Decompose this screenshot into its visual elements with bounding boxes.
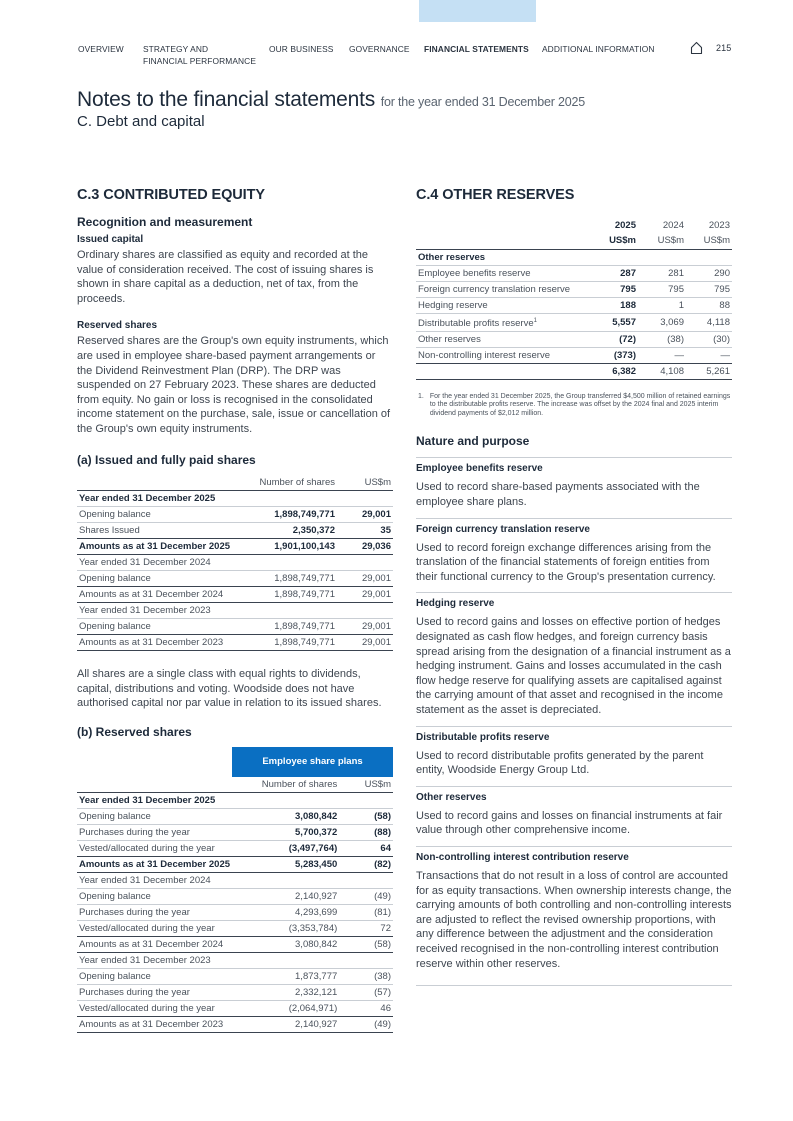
row-label: Opening balance (77, 619, 249, 635)
total-2023: 5,261 (686, 363, 732, 379)
nature-purpose-list (416, 457, 732, 986)
cell-shares: 1,898,749,771 (249, 635, 337, 651)
reserved-shares-text: Reserved shares are the Group's own equity instruments, which are used in employee share-based payment arrangements or the Dividend Reinvestment Plan (DRP). The DRP was suspended on 27 February 2023. These shares are deducted from equity. No gain or loss is recognised in the consolidated income statement on the purchase, sale, issue or cancellation of the Group's own equity instruments. (77, 335, 391, 435)
list-item (416, 786, 732, 838)
item-title: Distributable profits reserve (416, 731, 550, 743)
cell-usd: (58) (339, 809, 393, 825)
reserved-shares-heading: Reserved shares (77, 320, 158, 332)
cell-2023: 4,118 (686, 313, 732, 331)
footnote-text: For the year ended 31 December 2025, the Group transferred $4,500 million of retained earnings to the distributable profits reserve. The increase was offset by the 2024 final and 2025 interim dividend payments of $2,012 million. (429, 392, 731, 417)
item-text: Used to record foreign exchange differences arising from the translation of the financial statements of foreign entities from their functional currency to the Group's presentation currency. (416, 541, 716, 583)
cell-usd: (49) (339, 889, 393, 905)
recognition-heading: Recognition and measurement (77, 215, 253, 229)
page-subtitle: C. Debt and capital (77, 113, 205, 130)
cell-usd: (82) (339, 857, 393, 873)
item-text: Transactions that do not result in a loss of control are accounted for as equity transactions. When ownership interests change, the carrying amounts of both controlling and non-controlling interests are adjusted to reflect the revised ownership proportions, with any difference between the adjustment and the consideration received recognised in the non-controlling interest contribution reserve within other reserves. (416, 869, 732, 970)
list-item (416, 726, 732, 778)
cell-usd: (88) (339, 825, 393, 841)
nav-strategy[interactable] (143, 43, 256, 67)
cell-2025: 287 (590, 265, 638, 281)
cell-2023: (30) (686, 331, 732, 347)
item-text: Used to record share-based payments associated with the employee share plans. (416, 481, 700, 509)
row-label: Vested/allocated during the year (77, 921, 232, 937)
unit-2025: US$m (590, 233, 638, 249)
cell-2024: 281 (638, 265, 686, 281)
cell-shares: 2,140,927 (232, 889, 339, 905)
share-class-text: All shares are a single class with equal rights to dividends, capital, distributions and voting. Woodside does not have authorised capital nor par value in relation to its issued shares. (77, 668, 382, 710)
row-label: Year ended 31 December 2024 (79, 875, 211, 887)
table-row (77, 793, 393, 809)
cell-2023: 290 (686, 265, 732, 281)
list-item (416, 592, 732, 717)
footnote-number: 1. (418, 392, 424, 400)
row-label: Year ended 31 December 2023 (79, 955, 211, 967)
table-row (77, 1017, 393, 1033)
cell-usd: (38) (339, 969, 393, 985)
contributed-equity-section (77, 187, 393, 1033)
nav-governance[interactable]: GOVERNANCE (349, 44, 410, 54)
cell-usd: 46 (339, 1001, 393, 1017)
row-label: Hedging reserve (416, 297, 590, 313)
row-label: Amounts as at 31 December 2023 (77, 1017, 232, 1033)
cell-shares: 1,898,749,771 (249, 571, 337, 587)
top-navigation (0, 43, 793, 69)
reserved-shares-table (77, 747, 393, 1034)
cell-2025: 795 (590, 281, 638, 297)
row-label: Distributable profits reserve (418, 317, 534, 329)
footnote-marker: 1 (533, 317, 537, 324)
cell-shares: 1,873,777 (232, 969, 339, 985)
row-label: Vested/allocated during the year (77, 841, 232, 857)
list-item (416, 518, 732, 585)
cell-shares: 1,898,749,771 (249, 619, 337, 635)
cell-shares: 1,898,749,771 (249, 507, 337, 523)
cell-2025: 5,557 (590, 313, 638, 331)
row-label: Amounts as at 31 December 2024 (77, 587, 249, 603)
item-title: Foreign currency translation reserve (416, 523, 590, 535)
cell-usd: 29,001 (337, 587, 393, 603)
row-label: Year ended 31 December 2023 (79, 605, 211, 617)
table-row (77, 905, 393, 921)
group-label: Other reserves (418, 251, 486, 263)
row-label: Amounts as at 31 December 2025 (77, 857, 232, 873)
table-row (77, 571, 393, 587)
row-label: Year ended 31 December 2025 (79, 493, 216, 505)
cell-shares: 2,140,927 (232, 1017, 339, 1033)
table-row (416, 265, 732, 281)
table-row (77, 857, 393, 873)
table-row (77, 969, 393, 985)
item-text: Used to record gains and losses on effective portion of hedges designated as cash flow hedges, and foreign currency basis spread arising from the designation of a financial instrument as a hedging instrument. Gains and losses accumulated in the cash flow hedge reserve for qualifying assets are capitalised against the carrying amount of that asset and recognised in the income statement as the asset is depreciated. (416, 616, 731, 716)
table-row (77, 889, 393, 905)
cell-usd: (58) (339, 937, 393, 953)
unit-2023: US$m (686, 233, 732, 249)
row-label: Vested/allocated during the year (77, 1001, 232, 1017)
column-header-2025: 2025 (614, 219, 636, 231)
table-row (77, 1001, 393, 1017)
page-title-suffix: for the year ended 31 December 2025 (380, 95, 585, 109)
row-label: Purchases during the year (77, 985, 232, 1001)
nav-strategy-line2: FINANCIAL PERFORMANCE (143, 56, 257, 66)
item-title: Hedging reserve (416, 598, 495, 610)
cell-2025: (72) (590, 331, 638, 347)
column-header-2024: 2024 (662, 219, 684, 231)
table-row (77, 937, 393, 953)
cell-shares: 3,080,842 (232, 809, 339, 825)
accent-tab (419, 0, 536, 22)
page-title-main: Notes to the financial statements (77, 88, 376, 111)
employee-share-plans-banner: Employee share plans (232, 747, 393, 777)
nav-additional-information[interactable]: ADDITIONAL INFORMATION (542, 44, 655, 54)
table-row (77, 635, 393, 651)
other-reserves-section (416, 187, 732, 986)
table-row (416, 281, 732, 297)
cell-2024: 795 (638, 281, 686, 297)
cell-usd: (49) (339, 1017, 393, 1033)
issued-shares-heading: (a) Issued and fully paid shares (77, 452, 256, 467)
column-header-usd: US$m (339, 777, 393, 793)
column-header-shares: Number of shares (249, 475, 337, 491)
row-label: Year ended 31 December 2024 (79, 557, 211, 569)
item-title: Other reserves (416, 791, 487, 803)
table-row (77, 825, 393, 841)
cell-shares: 3,080,842 (232, 937, 339, 953)
row-label: Opening balance (77, 571, 249, 587)
cell-2023: 795 (686, 281, 732, 297)
cell-shares: 5,700,372 (232, 825, 339, 841)
cell-shares: 2,350,372 (249, 523, 337, 539)
table-row (77, 555, 393, 571)
table-row (416, 249, 732, 265)
cell-usd: 64 (339, 841, 393, 857)
table-row (77, 841, 393, 857)
cell-shares: 4,293,699 (232, 905, 339, 921)
row-label: Amounts as at 31 December 2024 (77, 937, 232, 953)
table-row (77, 603, 393, 619)
table-row (77, 985, 393, 1001)
cell-2023: 88 (686, 297, 732, 313)
row-label: Amounts as at 31 December 2025 (77, 539, 249, 555)
cell-shares: 5,283,450 (232, 857, 339, 873)
cell-shares: 1,901,100,143 (249, 539, 337, 555)
page-number: 215 (716, 43, 732, 53)
table-row (77, 491, 393, 507)
cell-2025: (373) (590, 347, 638, 363)
table-row (77, 539, 393, 555)
nav-financial-statements[interactable]: FINANCIAL STATEMENTS (424, 44, 529, 54)
table-row (416, 347, 732, 363)
table-row (416, 331, 732, 347)
list-item (416, 846, 732, 986)
reserved-shares-table-heading: (b) Reserved shares (77, 724, 192, 739)
nature-purpose-heading: Nature and purpose (416, 434, 530, 449)
issued-capital-text: Ordinary shares are classified as equity and recorded at the value of consideration received. The cost of issuing shares is shown in share capital as a deduction, net of tax, from the proceeds. (77, 249, 374, 305)
cell-usd: 35 (337, 523, 393, 539)
nav-overview[interactable]: OVERVIEW (78, 44, 124, 54)
row-label: Purchases during the year (77, 825, 232, 841)
cell-usd: (57) (339, 985, 393, 1001)
cell-usd: (81) (339, 905, 393, 921)
cell-2024: 3,069 (638, 313, 686, 331)
row-label: Opening balance (77, 889, 232, 905)
unit-2024: US$m (638, 233, 686, 249)
table-row (77, 587, 393, 603)
table-row (77, 809, 393, 825)
section-heading-c3: C.3 CONTRIBUTED EQUITY (77, 187, 265, 203)
table-row (77, 953, 393, 969)
item-text: Used to record gains and losses on financial instruments at fair value through other comprehensive income. (416, 809, 723, 837)
total-2025: 6,382 (590, 363, 638, 379)
issued-shares-table (77, 475, 393, 652)
total-2024: 4,108 (638, 363, 686, 379)
column-header-2023: 2023 (708, 219, 730, 231)
cell-usd: 29,036 (337, 539, 393, 555)
cell-2024: — (638, 347, 686, 363)
column-header-usd: US$m (337, 475, 393, 491)
cell-2023: — (686, 347, 732, 363)
row-label: Opening balance (77, 507, 249, 523)
home-icon[interactable] (690, 41, 703, 55)
list-item (416, 457, 732, 509)
row-label: Other reserves (416, 331, 590, 347)
column-header-shares: Number of shares (232, 777, 339, 793)
table-row (77, 873, 393, 889)
table-row (77, 921, 393, 937)
row-label: Employee benefits reserve (416, 265, 590, 281)
nav-strategy-line1: STRATEGY AND (143, 44, 209, 54)
row-label: Opening balance (77, 809, 232, 825)
issued-capital-heading: Issued capital (77, 234, 144, 245)
table-row (77, 507, 393, 523)
item-title: Non-controlling interest contribution reserve (416, 851, 629, 863)
cell-2025: 188 (590, 297, 638, 313)
nav-our-business[interactable]: OUR BUSINESS (269, 44, 334, 54)
table-header-blank (77, 475, 249, 491)
row-label: Opening balance (77, 969, 232, 985)
cell-shares: (3,497,764) (232, 841, 339, 857)
cell-shares: (2,064,971) (232, 1001, 339, 1017)
table-row (77, 619, 393, 635)
row-label: Foreign currency translation reserve (416, 281, 590, 297)
row-label: Amounts as at 31 December 2023 (77, 635, 249, 651)
cell-usd: 29,001 (337, 619, 393, 635)
row-label: Year ended 31 December 2025 (79, 795, 216, 807)
row-label: Non-controlling interest reserve (416, 347, 590, 363)
cell-2024: 1 (638, 297, 686, 313)
section-heading-c4: C.4 OTHER RESERVES (416, 187, 575, 203)
item-text: Used to record distributable profits generated by the parent entity, Woodside Energy Group Ltd. (416, 749, 704, 777)
table-row (416, 297, 732, 313)
cell-usd: 29,001 (337, 635, 393, 651)
cell-shares: (3,353,784) (232, 921, 339, 937)
footnote (416, 393, 732, 419)
row-label: Shares Issued (77, 523, 249, 539)
item-title: Employee benefits reserve (416, 463, 543, 475)
cell-usd: 29,001 (337, 507, 393, 523)
cell-2024: (38) (638, 331, 686, 347)
row-label: Purchases during the year (77, 905, 232, 921)
cell-usd: 72 (339, 921, 393, 937)
cell-shares: 1,898,749,771 (249, 587, 337, 603)
page-title (77, 88, 585, 112)
row-label-with-footnote (416, 313, 590, 331)
cell-shares: 2,332,121 (232, 985, 339, 1001)
table-row (416, 313, 732, 331)
other-reserves-table (416, 217, 732, 380)
totals-row (416, 363, 732, 379)
table-row (77, 523, 393, 539)
cell-usd: 29,001 (337, 571, 393, 587)
